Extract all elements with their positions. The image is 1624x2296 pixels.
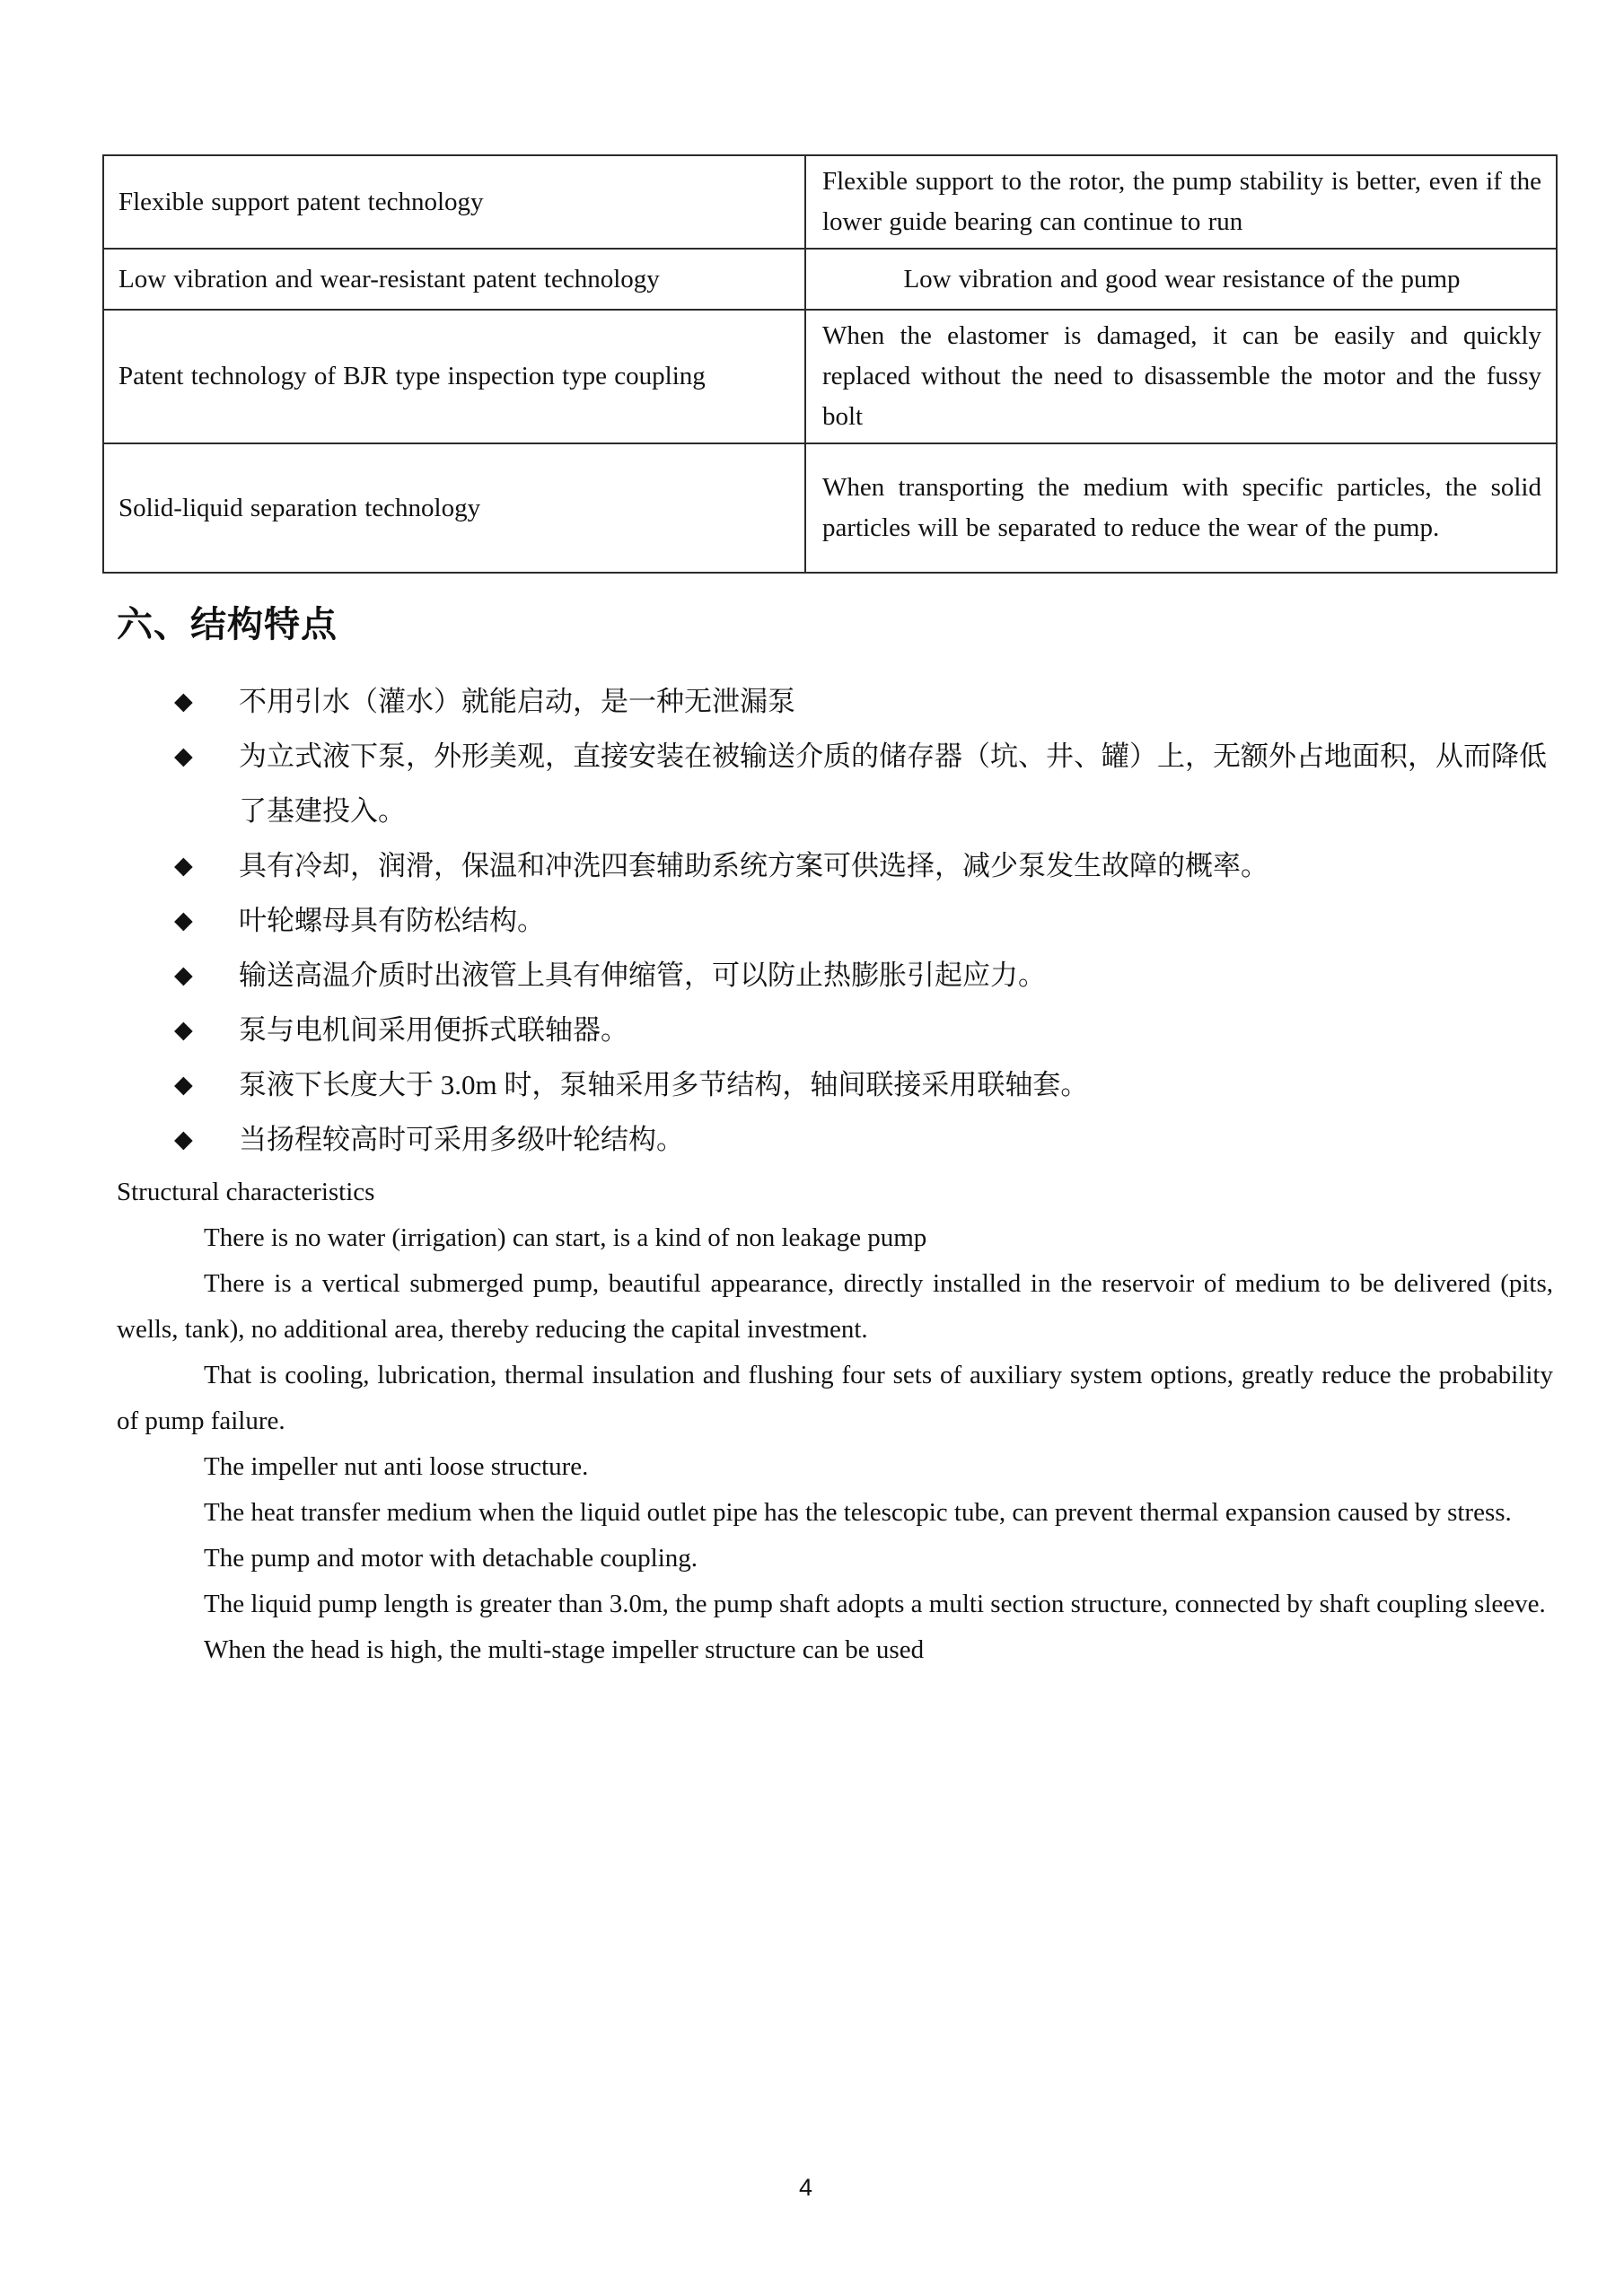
list-item-text: 泵与电机间采用便拆式联轴器。 <box>239 1014 628 1046</box>
english-translation-block <box>117 1170 1553 1673</box>
list-item-text: 不用引水（灌水）就能启动，是一种无泄漏泵 <box>239 686 795 717</box>
list-item-text: 为立式液下泵，外形美观，直接安装在被输送介质的储存器（坑、井、罐）上，无额外占地面积，从而降低了基建投入。 <box>239 741 1547 827</box>
diamond-bullet-icon: ◆ <box>174 852 193 879</box>
list-item <box>117 729 1557 838</box>
table-row <box>103 155 1557 249</box>
list-item <box>117 948 1557 1003</box>
structure-features-list <box>117 674 1557 1167</box>
list-item-text: 当扬程较高时可采用多级叶轮结构。 <box>239 1124 684 1155</box>
english-paragraph: The heat transfer medium when the liquid outlet pipe has the telescopic tube, can prevent thermal expansion caused by stress. <box>204 1498 1512 1527</box>
feature-cell: Low vibration and wear-resistant patent technology <box>103 249 805 310</box>
list-item <box>117 1003 1557 1057</box>
description-cell: Low vibration and good wear resistance of the pump <box>805 249 1557 310</box>
table-row <box>103 443 1557 573</box>
list-item-text: 输送高温介质时出液管上具有伸缩管，可以防止热膨胀引起应力。 <box>239 960 1046 991</box>
diamond-bullet-icon: ◆ <box>174 1016 193 1043</box>
diamond-bullet-icon: ◆ <box>174 688 193 714</box>
page-number: 4 <box>798 2174 813 2201</box>
english-paragraph: The liquid pump length is greater than 3.0m, the pump shaft adopts a multi section structure, connected by shaft coupling sleeve. <box>204 1590 1546 1618</box>
list-item <box>117 893 1557 948</box>
list-item <box>117 1057 1557 1112</box>
english-paragraph: That is cooling, lubrication, thermal insulation and flushing four sets of auxiliary system options, greatly reduce the probability of pump failure. <box>117 1361 1553 1435</box>
english-paragraph: There is a vertical submerged pump, beautiful appearance, directly installed in the reservoir of medium to be delivered (pits, wells, tank), no additional area, thereby reducing the capital investment. <box>117 1269 1553 1344</box>
table-row <box>103 249 1557 310</box>
diamond-bullet-icon: ◆ <box>174 961 193 988</box>
description-cell: Flexible support to the rotor, the pump stability is better, even if the lower guide bearing can continue to run <box>805 155 1557 249</box>
english-paragraph: The pump and motor with detachable coupling. <box>204 1544 698 1573</box>
diamond-bullet-icon: ◆ <box>174 1126 193 1152</box>
list-item-text: 具有冷却，润滑，保温和冲洗四套辅助系统方案可供选择，减少泵发生故障的概率。 <box>239 850 1268 881</box>
diamond-bullet-icon: ◆ <box>174 1071 193 1098</box>
list-item-text: 泵液下长度大于 3.0m 时，泵轴采用多节结构，轴间联接采用联轴套。 <box>239 1069 1089 1100</box>
english-paragraph: There is no water (irrigation) can start, is a kind of non leakage pump <box>204 1223 927 1252</box>
list-item-text: 叶轮螺母具有防松结构。 <box>239 905 545 936</box>
list-item <box>117 674 1557 729</box>
list-item <box>117 1112 1557 1167</box>
english-paragraph: The impeller nut anti loose structure. <box>204 1452 589 1481</box>
patent-technology-table <box>102 154 1558 574</box>
feature-cell: Patent technology of BJR type inspection type coupling <box>103 310 805 443</box>
english-paragraph: When the head is high, the multi-stage impeller structure can be used <box>204 1635 925 1664</box>
description-cell: When transporting the medium with specific particles, the solid particles will be separated to reduce the wear of the pump. <box>805 443 1557 573</box>
list-item <box>117 838 1557 893</box>
table-row <box>103 310 1557 443</box>
section-heading: 六、结构特点 <box>117 604 338 644</box>
diamond-bullet-icon: ◆ <box>174 742 193 769</box>
diamond-bullet-icon: ◆ <box>174 907 193 933</box>
feature-cell: Solid-liquid separation technology <box>103 443 805 573</box>
feature-cell: Flexible support patent technology <box>103 155 805 249</box>
english-heading: Structural characteristics <box>117 1178 375 1206</box>
description-cell: When the elastomer is damaged, it can be easily and quickly replaced without the need to disassemble the motor and the fussy bolt <box>805 310 1557 443</box>
